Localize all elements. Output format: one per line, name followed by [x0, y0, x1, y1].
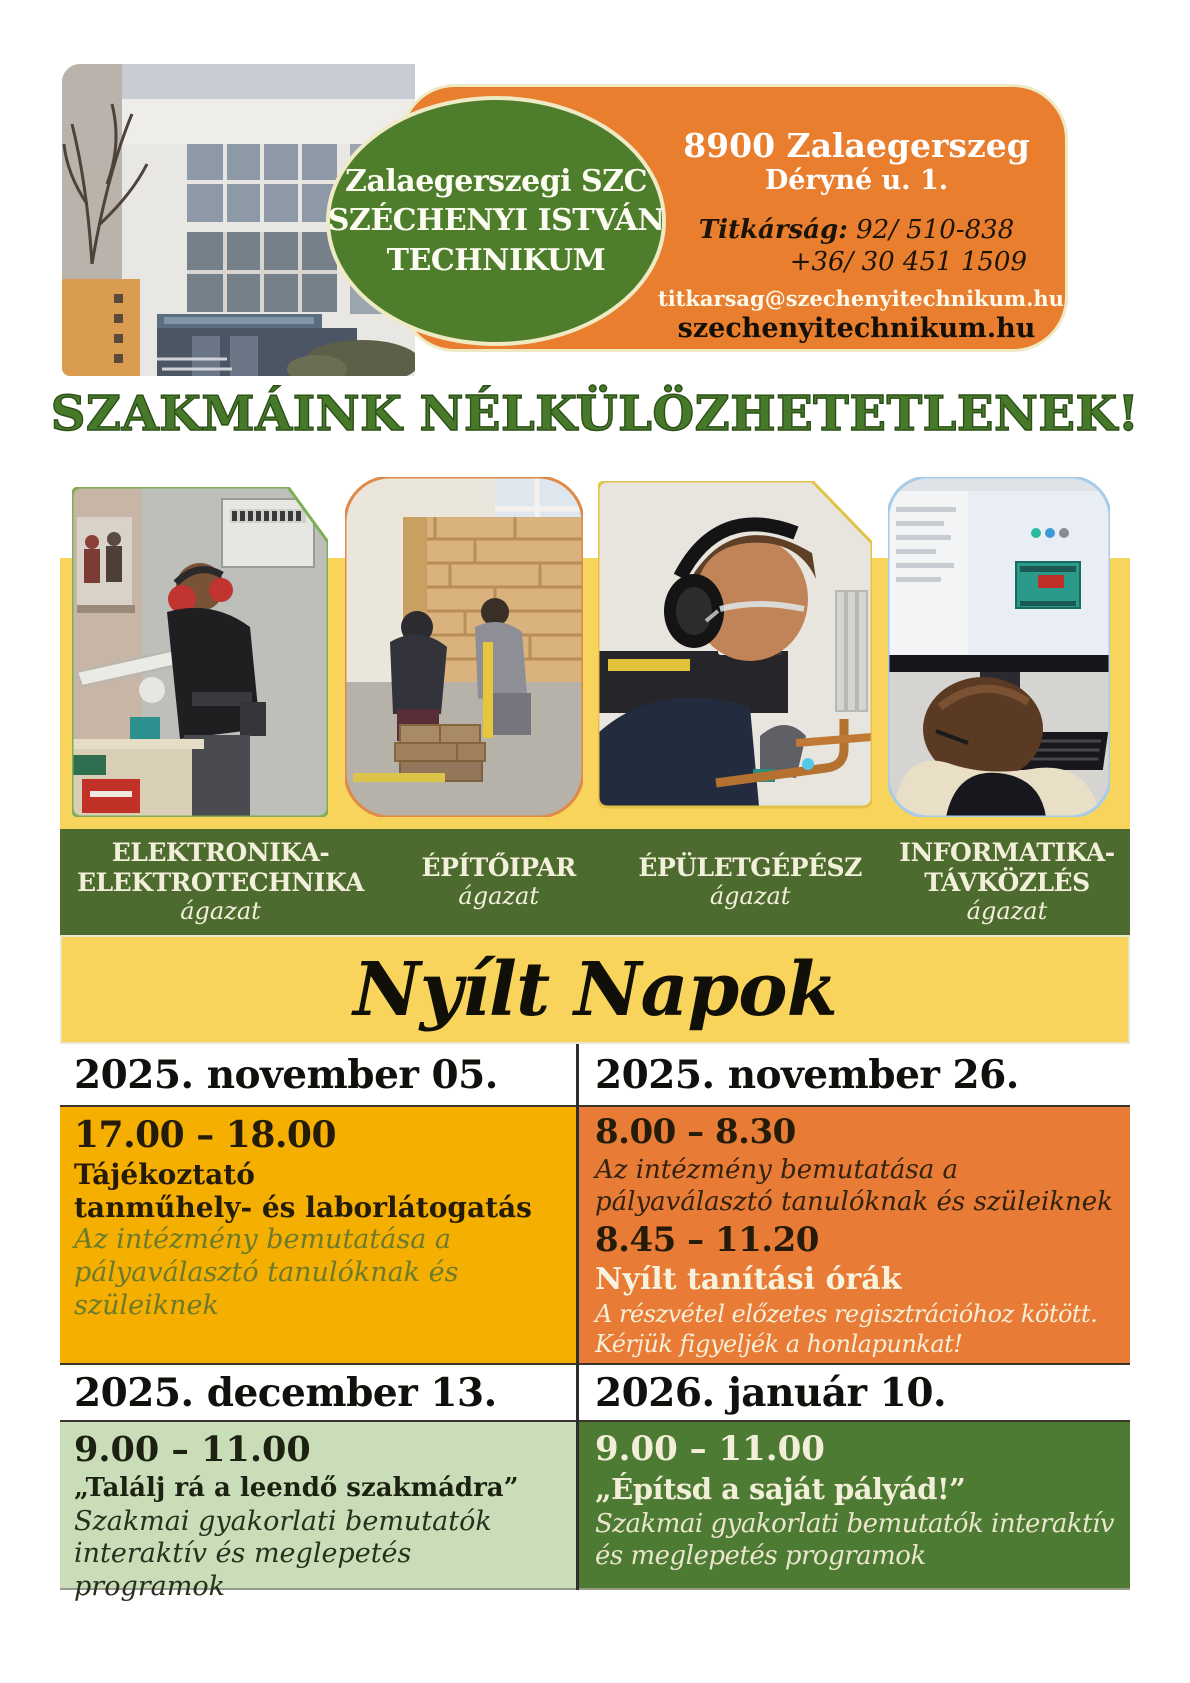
contact-block: [658, 126, 1064, 346]
event-time: 8.45 – 11.20: [595, 1219, 819, 1260]
address-city: 8900 Zalaegerszeg: [683, 126, 1030, 165]
department-name: ELEKTROTECHNIKA: [77, 867, 364, 897]
departments-band: [60, 829, 1130, 935]
school-name-badge: [326, 96, 666, 346]
department-name: INFORMATIKA-: [899, 838, 1115, 868]
event-box-dec13: [60, 1420, 576, 1603]
school-name-line2: SZÉCHENYI ISTVÁN: [327, 203, 665, 239]
event-description-line: pályaválasztó tanulóknak és: [74, 1257, 459, 1288]
event-description-line: Szakmai gyakorlati bemutatók interaktív: [595, 1508, 1115, 1539]
event-description-line: pályaválasztó tanulóknak és szüleiknek: [595, 1187, 1113, 1217]
event-time: 9.00 – 11.00: [595, 1429, 825, 1469]
department-type: ágazat: [180, 897, 261, 926]
date-dec13: 2025. december 13.: [60, 1363, 576, 1420]
department-elektronika: [60, 829, 381, 935]
page-title: Nyílt Napok: [353, 946, 837, 1033]
secretary-label: Titkárság:: [698, 215, 848, 246]
department-informatika: [884, 829, 1130, 935]
school-name-line1: Zalaegerszegi SZC: [345, 163, 647, 199]
department-name: ELEKTRONIKA-: [111, 838, 330, 868]
date-jan10: 2026. január 10.: [579, 1363, 1130, 1420]
title-band: [60, 935, 1130, 1044]
event-program: „Építsd a saját pályád!”: [595, 1471, 966, 1506]
department-name: TÁVKÖZLÉS: [924, 867, 1090, 897]
department-name: ÉPÜLETGÉPÉSZ: [638, 852, 862, 882]
event-program: Nyílt tanítási órák: [595, 1262, 902, 1297]
event-box-nov26: [579, 1105, 1130, 1363]
computer-lab-photo: [888, 477, 1110, 821]
bricklaying-photo: [345, 477, 583, 821]
event-time: 9.00 – 11.00: [74, 1429, 311, 1470]
event-program: „Találj rá a leendő szakmádra”: [74, 1472, 519, 1503]
event-title-line: tanműhely- és laborlátogatás: [74, 1191, 532, 1225]
event-description-line: interaktív és meglepetés programok: [74, 1538, 412, 1603]
event-box-nov05: [60, 1105, 576, 1363]
phone-lines: [658, 215, 1055, 277]
tagline: SZAKMÁINK NÉLKÜLÖZHETETLENEK!: [50, 386, 1140, 442]
department-name: ÉPÍTŐIPAR: [421, 852, 576, 882]
department-type: ágazat: [966, 897, 1048, 926]
event-description-line: szüleiknek: [74, 1289, 219, 1321]
electronics-workshop-photo: [72, 487, 328, 821]
email-address: titkarsag@szechenyitechnikum.hu: [658, 285, 1064, 311]
event-description-line: Az intézmény bemutatása a: [595, 1154, 959, 1185]
department-epuletgepesz: [616, 829, 884, 935]
event-time: 8.00 – 8.30: [595, 1112, 796, 1152]
event-title-line: Tájékoztató: [74, 1158, 255, 1191]
event-time: 17.00 – 18.00: [74, 1114, 337, 1156]
event-note-line: Kérjük figyeljék a honlapunkat!: [595, 1330, 963, 1359]
pipe-fitting-photo: [598, 481, 872, 821]
website-address: szechenyitechnikum.hu: [677, 312, 1036, 344]
phone-number-2: +36/ 30 451 1509: [789, 246, 1027, 277]
department-epitoipar: [381, 829, 616, 935]
event-note-line: A részvétel előzetes regisztrációhoz kötött.: [595, 1299, 1098, 1328]
column-divider: [576, 1044, 579, 1590]
date-nov05: 2025. november 05.: [60, 1044, 576, 1105]
event-description-line: Az intézmény bemutatása a: [74, 1224, 451, 1256]
event-description-line: Szakmai gyakorlati bemutatók: [74, 1505, 492, 1537]
address-street: Déryné u. 1.: [764, 164, 949, 196]
secretary-phone: [658, 215, 1055, 246]
department-type: ágazat: [458, 882, 539, 911]
department-type: ágazat: [709, 882, 791, 911]
event-description-line: és meglepetés programok: [595, 1541, 926, 1572]
event-box-jan10: [579, 1420, 1130, 1590]
school-name-line3: TECHNIKUM: [386, 242, 606, 278]
phone-number-1: 92/ 510-838: [856, 215, 1015, 246]
date-nov26: 2025. november 26.: [579, 1044, 1130, 1105]
